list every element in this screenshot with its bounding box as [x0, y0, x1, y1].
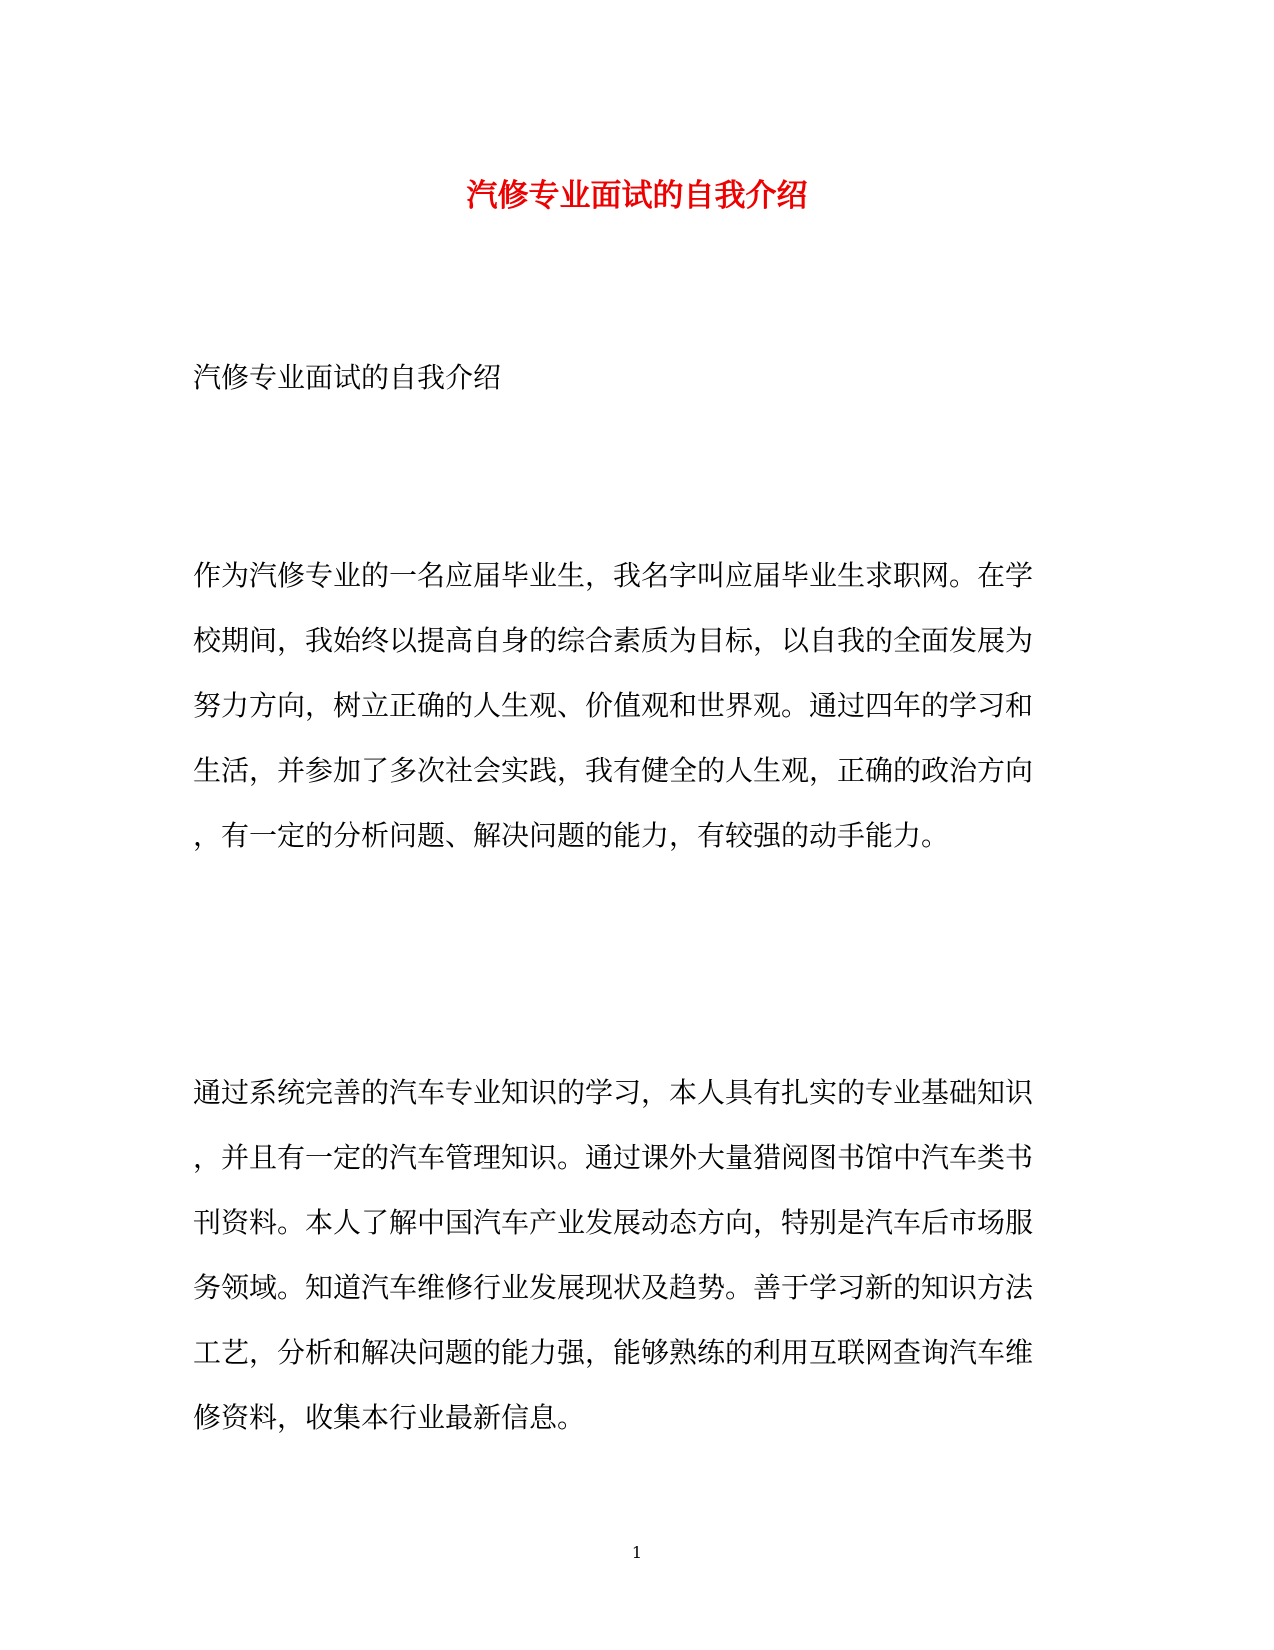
paragraph-1: [193, 543, 1073, 868]
paragraph-line: ，有一定的分析问题、解决问题的能力，有较强的动手能力。: [193, 819, 950, 852]
paragraph-line: 作为汽修专业的一名应届毕业生，我名字叫应届毕业生求职网。在学: [193, 559, 1034, 592]
paragraph-line: 务领域。知道汽车维修行业发展现状及趋势。善于学习新的知识方法: [193, 1271, 1034, 1304]
paragraph-line: ，并且有一定的汽车管理知识。通过课外大量猎阅图书馆中汽车类书: [193, 1141, 1034, 1174]
document-title: 汽修专业面试的自我介绍: [466, 178, 808, 214]
paragraph-line: 努力方向，树立正确的人生观、价值观和世界观。通过四年的学习和: [193, 689, 1034, 722]
paragraph-line: 刊资料。本人了解中国汽车产业发展动态方向，特别是汽车后市场服: [193, 1206, 1034, 1239]
paragraph-line: 通过系统完善的汽车专业知识的学习，本人具有扎实的专业基础知识: [193, 1076, 1034, 1109]
paragraph-line: 修资料，收集本行业最新信息。: [193, 1401, 586, 1434]
paragraph-line: 工艺，分析和解决问题的能力强，能够熟练的利用互联网查询汽车维: [193, 1336, 1034, 1369]
paragraph-line: 生活，并参加了多次社会实践，我有健全的人生观，正确的政治方向: [193, 754, 1034, 787]
document-subtitle: 汽修专业面试的自我介绍: [193, 361, 502, 394]
page-number: 1: [631, 1543, 643, 1562]
paragraph-2: [193, 1060, 1073, 1450]
paragraph-line: 校期间，我始终以提高自身的综合素质为目标，以自我的全面发展为: [193, 624, 1034, 657]
